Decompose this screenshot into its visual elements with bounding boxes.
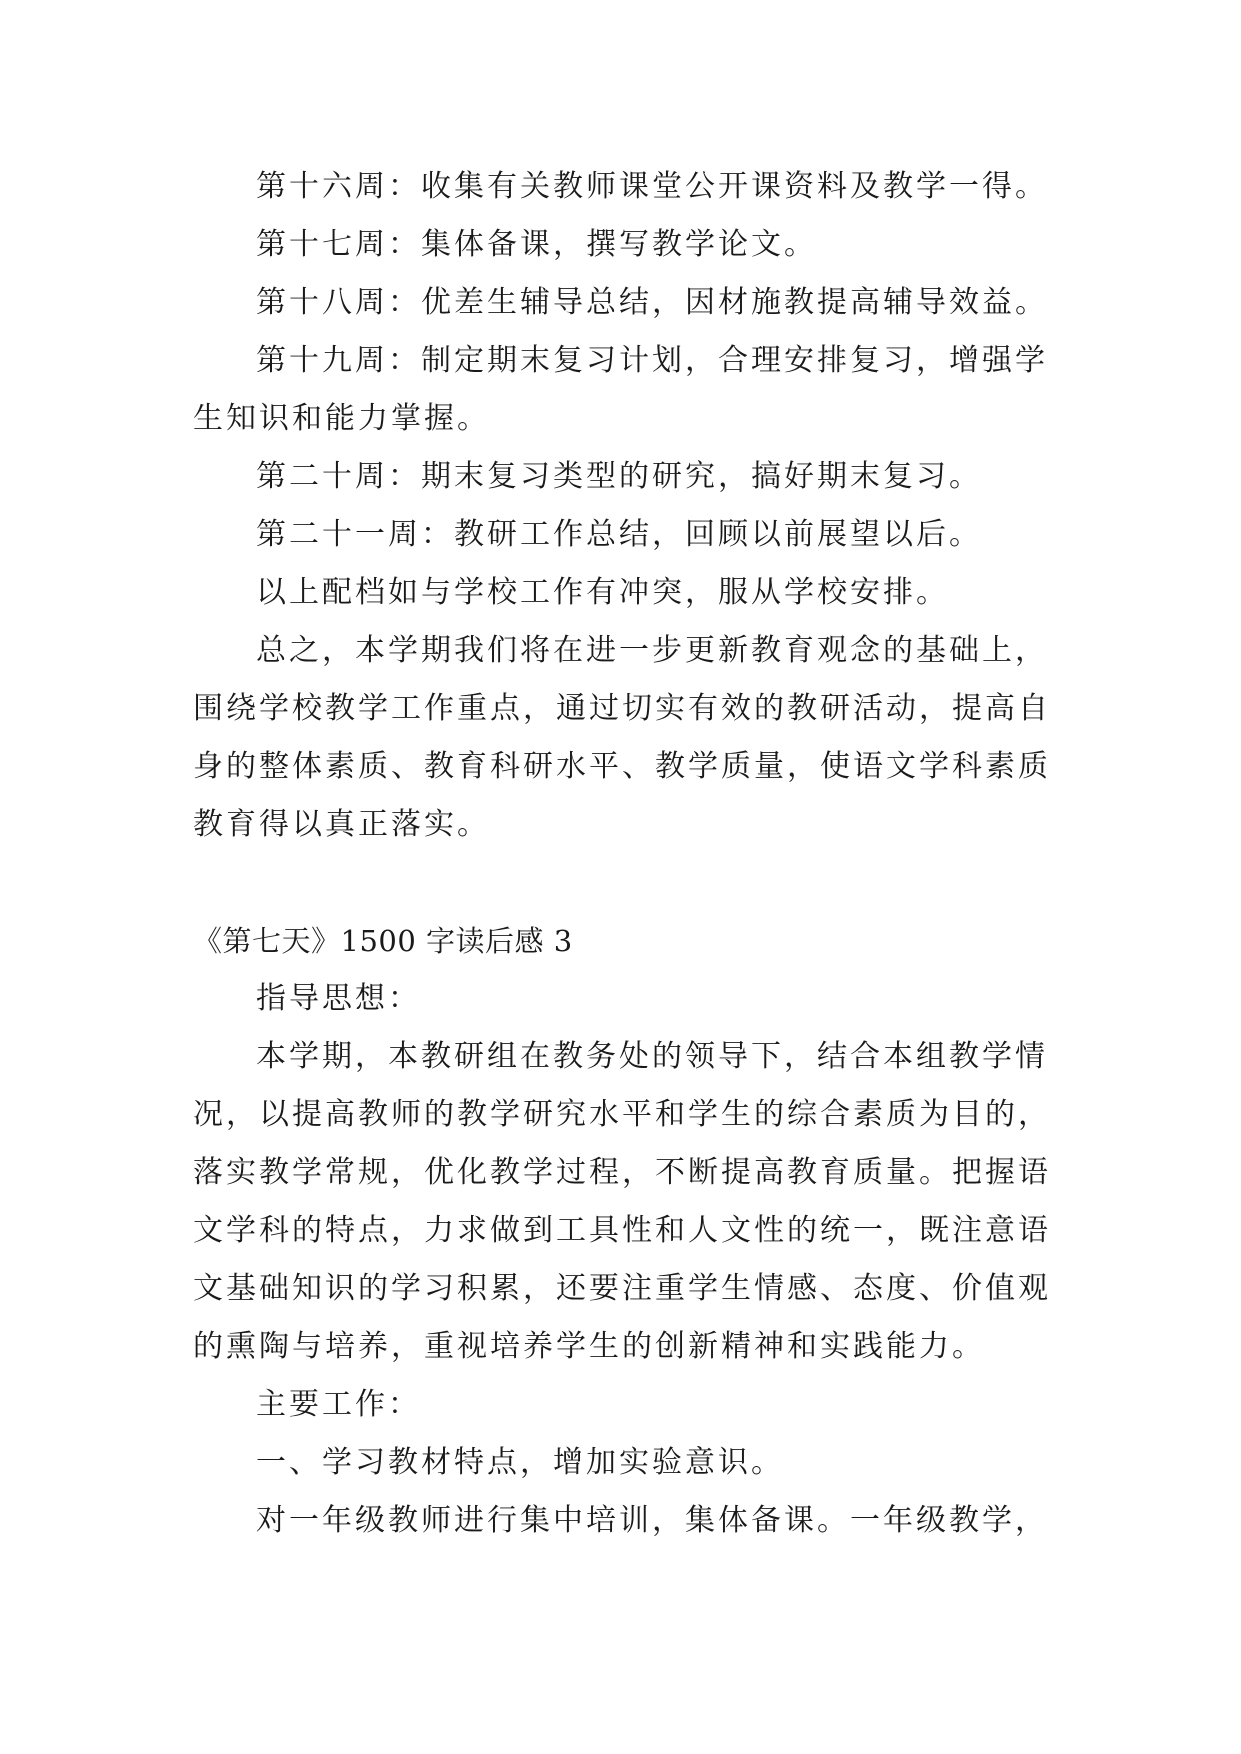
paragraph-summary-line4: 教育得以真正落实。 [193,807,490,842]
ideology-line1: 本学期，本教研组在教务处的领导下，结合本组教学情 [256,1039,1048,1074]
paragraph-summary-line1: 总之，本学期我们将在进一步更新教育观念的基础上， [256,633,1048,668]
paragraph-week-21: 第二十一周：教研工作总结，回顾以前展望以后。 [256,517,982,552]
work-item-1: 一、学习教材特点，增加实验意识。 [256,1445,784,1480]
paragraph-week-18: 第十八周：优差生辅导总结，因材施教提高辅导效益。 [256,285,1048,320]
work-item-1-detail: 对一年级教师进行集中培训，集体备课。一年级教学， [256,1503,1048,1538]
ideology-line3: 落实教学常规，优化教学过程，不断提高教育质量。把握语 [193,1155,1051,1190]
paragraph-week-20: 第二十周：期末复习类型的研究，搞好期末复习。 [256,459,982,494]
ideology-line5: 文基础知识的学习积累，还要注重学生情感、态度、价值观 [193,1271,1051,1306]
ideology-line2: 况，以提高教师的教学研究水平和学生的综合素质为目的， [193,1097,1051,1132]
ideology-line4: 文学科的特点，力求做到工具性和人文性的统一，既注意语 [193,1213,1051,1248]
paragraph-schedule-note: 以上配档如与学校工作有冲突，服从学校安排。 [256,575,949,610]
paragraph-summary-line3: 身的整体素质、教育科研水平、教学质量，使语文学科素质 [193,749,1051,784]
paragraph-summary-line2: 围绕学校教学工作重点，通过切实有效的教研活动，提高自 [193,691,1051,726]
guiding-ideology-label: 指导思想： [256,981,421,1016]
main-work-label: 主要工作： [256,1387,421,1422]
paragraph-week-17: 第十七周：集体备课，撰写教学论文。 [256,227,817,262]
paragraph-week-19-line2: 生知识和能力掌握。 [193,401,490,436]
paragraph-week-16: 第十六周：收集有关教师课堂公开课资料及教学一得。 [256,169,1048,204]
ideology-line6: 的熏陶与培养，重视培养学生的创新精神和实践能力。 [193,1329,985,1364]
section-heading: 《第七天》1500 字读后感 3 [193,924,573,958]
paragraph-week-19-line1: 第十九周：制定期末复习计划，合理安排复习，增强学 [256,343,1048,378]
